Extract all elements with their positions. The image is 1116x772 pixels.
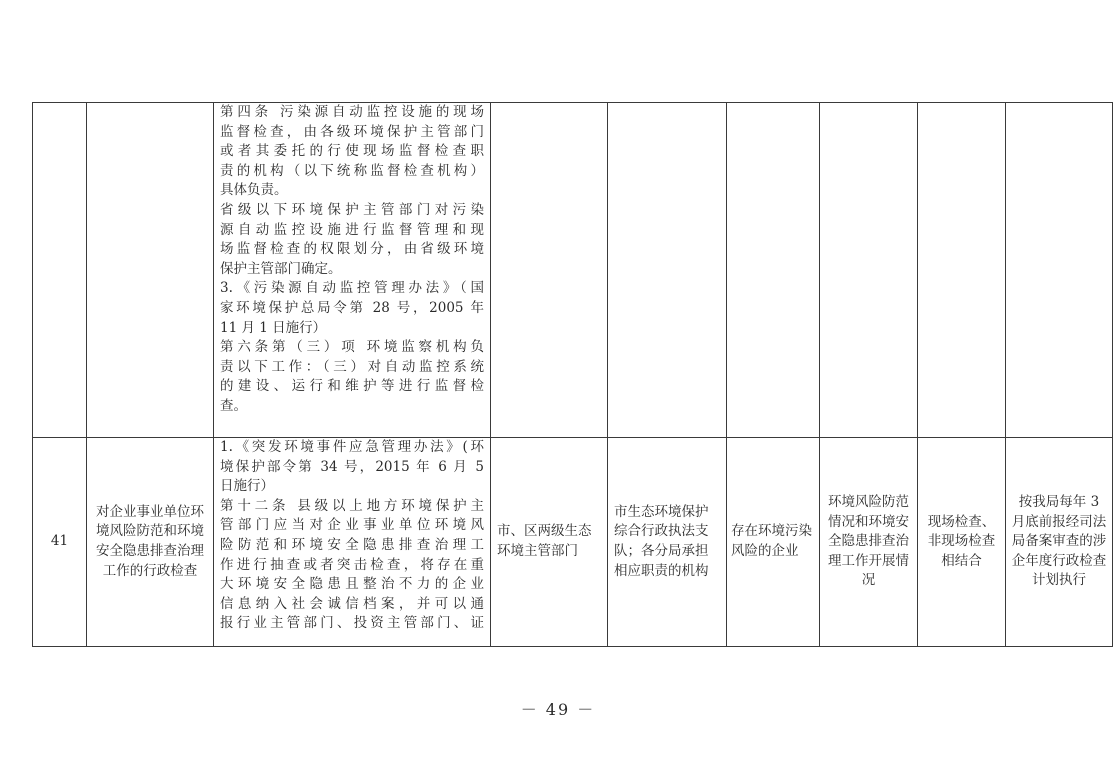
basis-line: 信息纳入社会诚信档案，并可以通 <box>220 595 484 612</box>
basis-line: 保护主管部门确定。 <box>220 260 342 277</box>
table-row <box>33 438 1113 647</box>
legal-basis-cell <box>214 103 491 438</box>
frequency-cell: 按我局每年 3 月底前报经司法局备案审查的涉企年度行政检查计划执行 <box>1006 438 1113 647</box>
department-cell <box>608 103 727 438</box>
basis-line: 日施行） <box>220 478 274 495</box>
method-cell: 现场检查、非现场检查相结合 <box>918 438 1006 647</box>
basis-line: 责以下工作：（三）对自动监控系统 <box>220 358 484 375</box>
basis-line: 险防范和环境安全隐患排查治理工 <box>220 536 484 553</box>
basis-line: 责的机构（以下统称监督检查机构） <box>220 162 484 179</box>
inspection-table <box>32 102 1113 647</box>
basis-line: 监督检查，由各级环境保护主管部门 <box>220 123 484 140</box>
basis-line: 家环境保护总局令第 28 号，2005 年 <box>220 299 484 316</box>
content-cell <box>820 103 918 438</box>
subject-cell: 市、区两级生态环境主管部门 <box>491 438 608 647</box>
target-cell: 存在环境污染风险的企业 <box>727 438 820 647</box>
method-cell <box>918 103 1006 438</box>
basis-line: 具体负责。 <box>220 182 288 199</box>
basis-line: 管部门应当对企业事业单位环境风 <box>220 517 484 534</box>
content-cell: 环境风险防范情况和环境安全隐患排查治理工作开展情况 <box>820 438 918 647</box>
basis-line: 境保护部令第 34 号，2015 年 6 月 5 <box>220 458 484 475</box>
basis-line: 第四条 污染源自动监控设施的现场 <box>220 104 484 120</box>
basis-line: 的建设、运行和维护等进行监督检 <box>220 378 484 395</box>
basis-line: 报行业主管部门、投资主管部门、证 <box>220 615 484 632</box>
basis-line: 3.《污染源自动监控管理办法》（国 <box>220 280 484 297</box>
row-number-cell: 41 <box>33 438 87 647</box>
basis-line: 第十二条 县级以上地方环境保护主 <box>220 497 484 514</box>
row-number-cell <box>33 103 87 438</box>
basis-line: 第六条第（三）项 环境监察机构负 <box>220 339 484 356</box>
basis-line: 场监督检查的权限划分，由省级环境 <box>220 241 484 258</box>
item-cell: 对企业事业单位环境风险防范和环境安全隐患排查治理工作的行政检查 <box>87 438 214 647</box>
basis-line: 大环境安全隐患且整治不力的企业 <box>220 576 484 593</box>
target-cell <box>727 103 820 438</box>
page-number: － 49 － <box>520 700 596 719</box>
frequency-cell <box>1006 103 1113 438</box>
subject-cell <box>491 103 608 438</box>
basis-line: 源自动监控设施进行监督管理和现 <box>220 221 484 238</box>
department-cell: 市生态环境保护综合行政执法支队；各分局承担相应职责的机构 <box>608 438 727 647</box>
basis-line: 省级以下环境保护主管部门对污染 <box>220 201 484 218</box>
basis-line: 作进行抽查或者突击检查，将存在重 <box>220 556 484 573</box>
table-row <box>33 103 1113 438</box>
legal-basis-cell <box>214 438 491 647</box>
basis-line: 1.《突发环境事件应急管理办法》(环 <box>220 439 484 455</box>
basis-line: 11 月 1 日施行） <box>220 319 327 336</box>
item-cell <box>87 103 214 438</box>
basis-line: 查。 <box>220 397 247 414</box>
basis-line: 或者其委托的行使现场监督检查职 <box>220 143 484 160</box>
